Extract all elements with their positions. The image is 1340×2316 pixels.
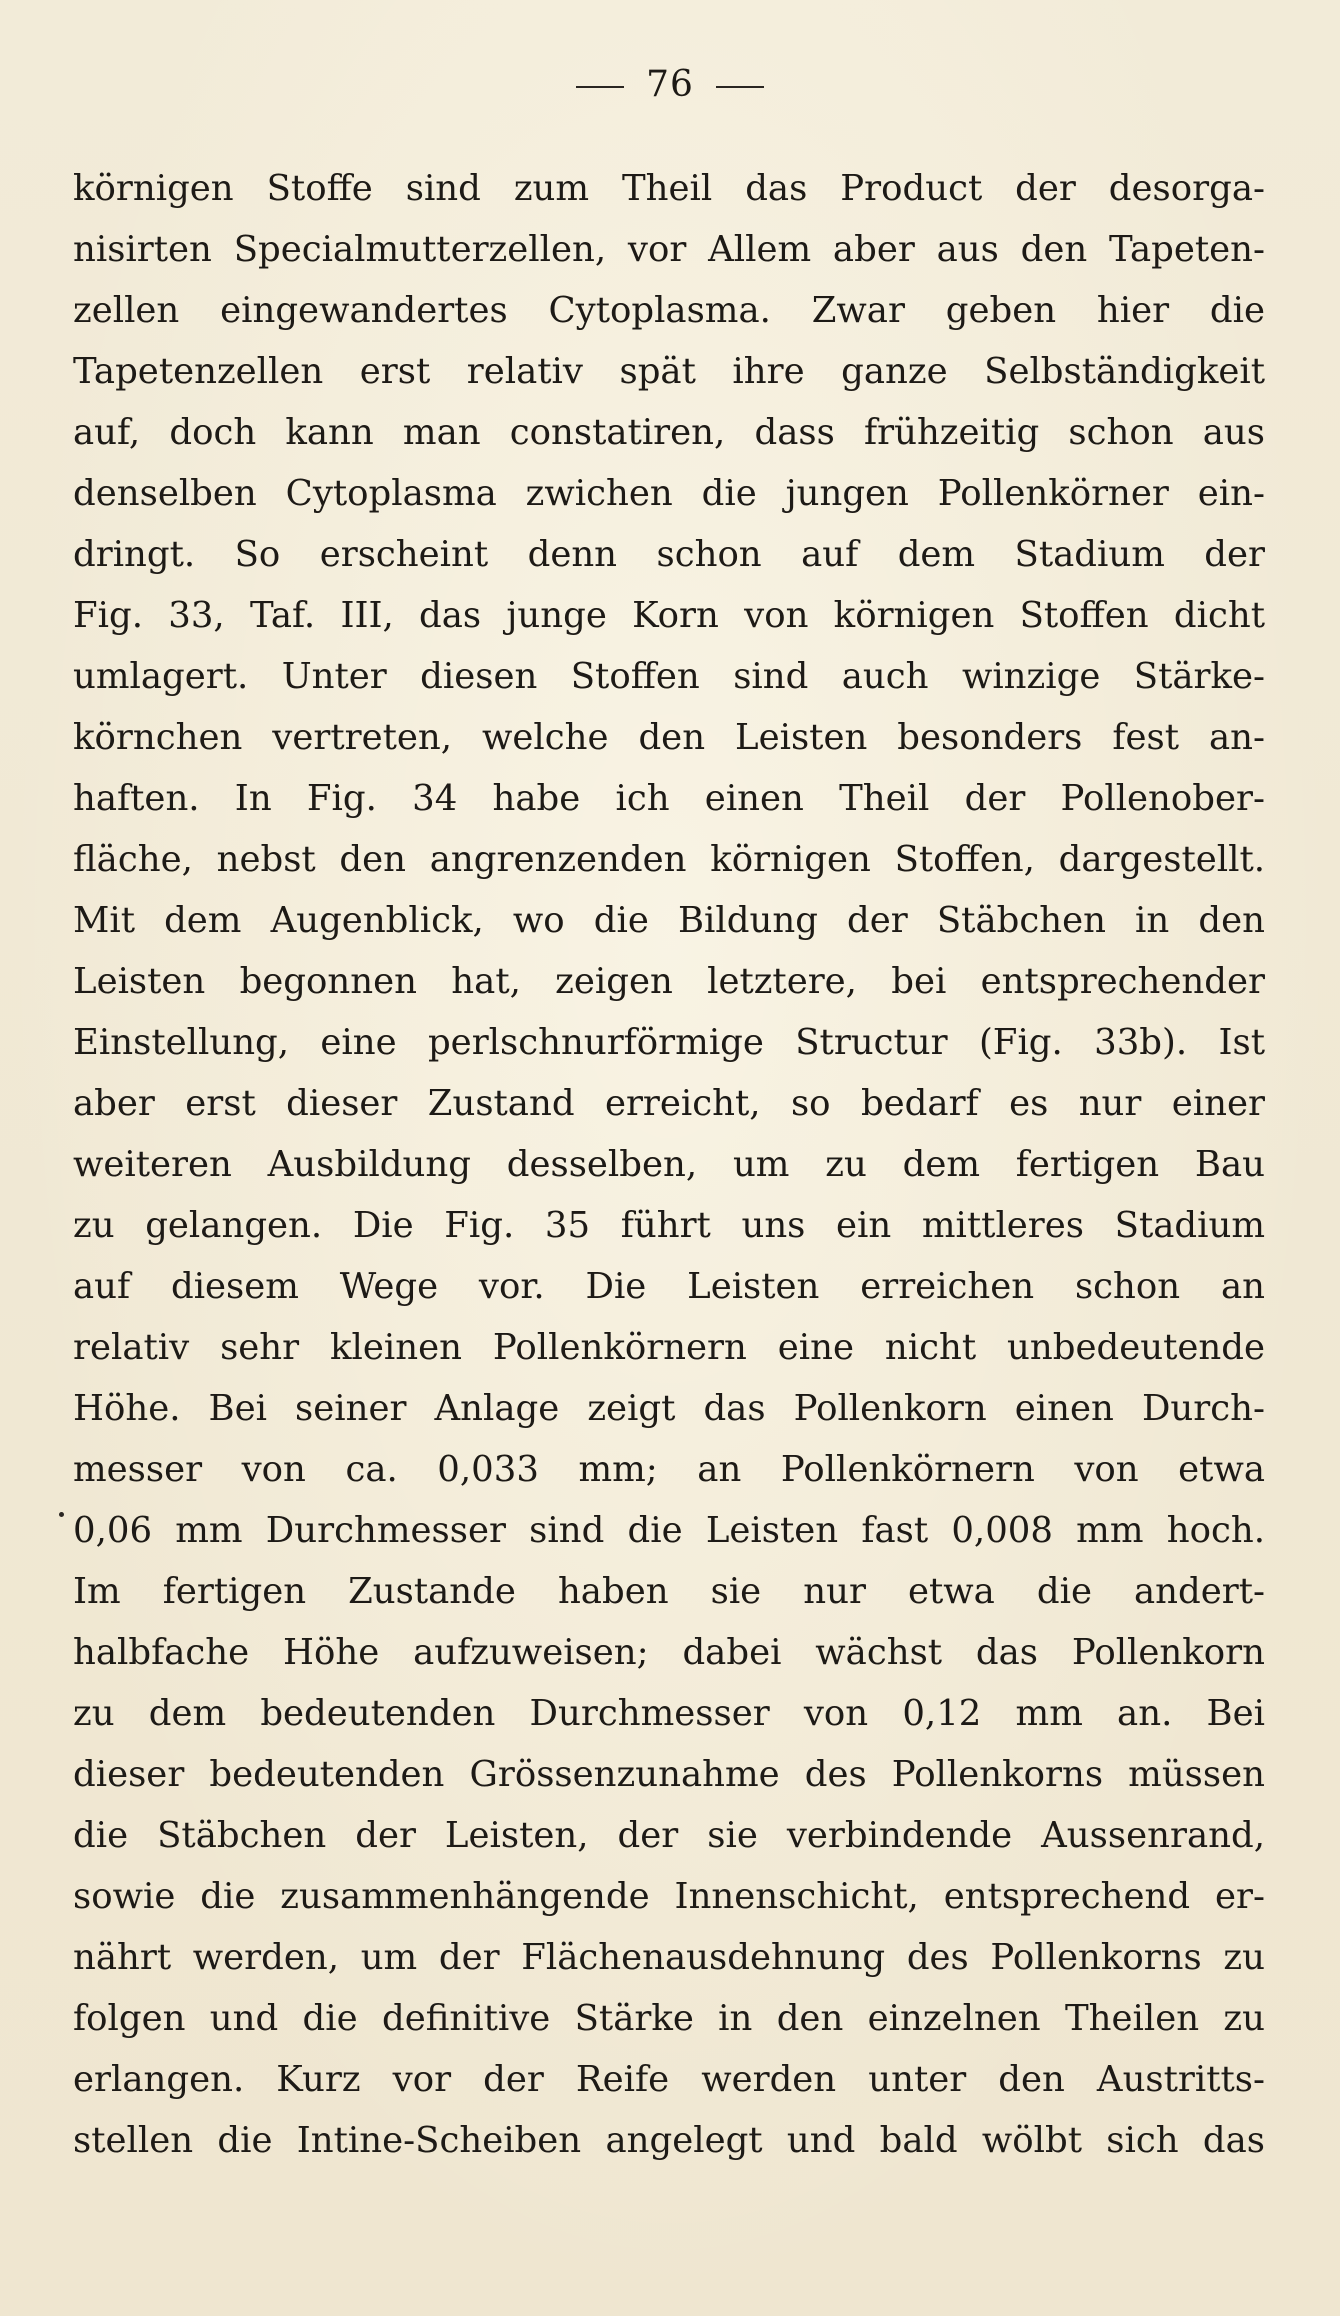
text-line: zu dem bedeutenden Durchmesser von 0,12 mm an. Bei bbox=[73, 1693, 1265, 1734]
text-line: dringt. So erscheint denn schon auf dem Stadium der bbox=[73, 534, 1265, 575]
body-text bbox=[73, 158, 1265, 2171]
text-line: stellen die Intine-Scheiben angelegt und bald wölbt sich das bbox=[73, 2120, 1265, 2161]
header-dash-right bbox=[716, 86, 764, 88]
text-line: fläche, nebst den angrenzenden körnigen Stoffen, dargestellt. bbox=[73, 839, 1265, 880]
text-line: Fig. 33, Taf. III, das junge Korn von körnigen Stoffen dicht bbox=[73, 595, 1265, 636]
text-line: relativ sehr kleinen Pollenkörnern eine nicht unbedeutende bbox=[73, 1327, 1265, 1368]
text-line: die Stäbchen der Leisten, der sie verbindende Aussenrand, bbox=[73, 1815, 1265, 1856]
text-line: Tapetenzellen erst relativ spät ihre ganze Selbständigkeit bbox=[73, 351, 1265, 392]
text-line: halbfache Höhe aufzuweisen; dabei wächst das Pollenkorn bbox=[73, 1632, 1265, 1673]
text-line: körnigen Stoffe sind zum Theil das Product der desorga- bbox=[73, 168, 1265, 209]
text-line: auf, doch kann man constatiren, dass frühzeitig schon aus bbox=[73, 412, 1265, 453]
text-line: messer von ca. 0,033 mm; an Pollenkörnern von etwa bbox=[73, 1449, 1265, 1490]
text-line: zellen eingewandertes Cytoplasma. Zwar geben hier die bbox=[73, 290, 1265, 331]
margin-dot bbox=[59, 1512, 64, 1517]
text-line: weiteren Ausbildung desselben, um zu dem fertigen Bau bbox=[73, 1144, 1265, 1185]
text-line: dieser bedeutenden Grössenzunahme des Pollenkorns müssen bbox=[73, 1754, 1265, 1795]
text-line: Leisten begonnen hat, zeigen letztere, bei entsprechender bbox=[73, 961, 1265, 1002]
text-line: körnchen vertreten, welche den Leisten besonders fest an- bbox=[73, 717, 1265, 758]
text-line: haften. In Fig. 34 habe ich einen Theil der Pollenober- bbox=[73, 778, 1265, 819]
header-dash-left bbox=[576, 86, 624, 88]
text-line: aber erst dieser Zustand erreicht, so bedarf es nur einer bbox=[73, 1083, 1265, 1124]
page-number: 76 bbox=[646, 64, 694, 105]
text-line: Höhe. Bei seiner Anlage zeigt das Pollenkorn einen Durch- bbox=[73, 1388, 1265, 1429]
text-line: folgen und die definitive Stärke in den einzelnen Theilen zu bbox=[73, 1998, 1265, 2039]
text-line: erlangen. Kurz vor der Reife werden unter den Austritts- bbox=[73, 2059, 1265, 2100]
text-line: sowie die zusammenhängende Innenschicht, entsprechend er- bbox=[73, 1876, 1265, 1917]
text-line: Einstellung, eine perlschnurförmige Structur (Fig. 33b). Ist bbox=[73, 1022, 1265, 1063]
text-line: auf diesem Wege vor. Die Leisten erreichen schon an bbox=[73, 1266, 1265, 1307]
page-header bbox=[0, 64, 1340, 105]
text-line: Im fertigen Zustande haben sie nur etwa die andert- bbox=[73, 1571, 1265, 1612]
text-line: denselben Cytoplasma zwichen die jungen Pollenkörner ein- bbox=[73, 473, 1265, 514]
text-line: Mit dem Augenblick, wo die Bildung der Stäbchen in den bbox=[73, 900, 1265, 941]
text-line: nisirten Specialmutterzellen, vor Allem aber aus den Tapeten- bbox=[73, 229, 1265, 270]
text-line: zu gelangen. Die Fig. 35 führt uns ein mittleres Stadium bbox=[73, 1205, 1265, 1246]
text-line: umlagert. Unter diesen Stoffen sind auch winzige Stärke- bbox=[73, 656, 1265, 697]
text-line: nährt werden, um der Flächenausdehnung des Pollenkorns zu bbox=[73, 1937, 1265, 1978]
text-line: 0,06 mm Durchmesser sind die Leisten fast 0,008 mm hoch. bbox=[73, 1510, 1265, 1551]
